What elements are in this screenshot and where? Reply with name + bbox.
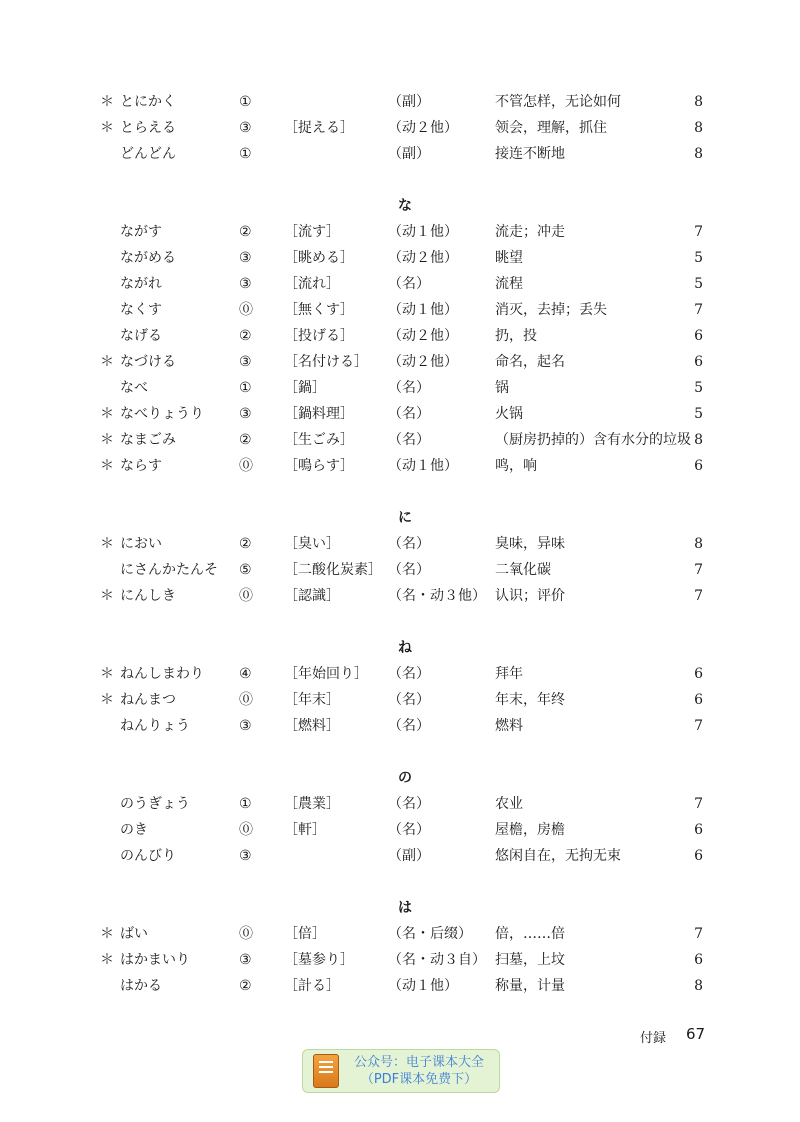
entry-lesson: 6: [694, 848, 703, 864]
entry-lesson: 8: [694, 94, 703, 110]
vocab-entry: [0, 921, 800, 947]
new-word-mark: ＊: [100, 588, 114, 604]
entry-kana: ながれ: [120, 276, 162, 292]
entry-lesson: 7: [694, 562, 703, 578]
entry-kanji: ［投げる］: [284, 328, 354, 344]
entry-part-of-speech: （名・后缀）: [388, 926, 472, 942]
entry-kanji: ［鍋料理］: [284, 406, 354, 422]
vocab-entry: [0, 817, 800, 843]
entry-meaning: 扔，投: [495, 328, 537, 344]
section-gap: [0, 479, 800, 505]
entry-part-of-speech: （名）: [388, 718, 430, 734]
entry-lesson: 6: [694, 692, 703, 708]
entry-kana: にんしき: [120, 588, 176, 604]
entry-accent: ③: [239, 718, 252, 734]
entry-accent: ②: [239, 536, 252, 552]
vocab-entry: [0, 947, 800, 973]
entry-kanji: ［年末］: [284, 692, 340, 708]
entry-accent: ②: [239, 978, 252, 994]
entry-kanji: ［流す］: [284, 224, 340, 240]
entry-kana: のうぎょう: [120, 796, 190, 812]
entry-accent: ③: [239, 952, 252, 968]
entry-kana: なづける: [120, 354, 176, 370]
entry-kanji: ［名付ける］: [284, 354, 368, 370]
entry-kana: ながす: [120, 224, 162, 240]
entry-accent: ②: [239, 432, 252, 448]
entry-part-of-speech: （副）: [388, 848, 430, 864]
entry-kanji: ［墓参り］: [284, 952, 354, 968]
entry-kanji: ［計る］: [284, 978, 340, 994]
vocab-entry: [0, 687, 800, 713]
entry-meaning: 流程: [495, 276, 523, 292]
entry-lesson: 6: [694, 952, 703, 968]
section-gap: [0, 739, 800, 765]
vocab-entry: [0, 323, 800, 349]
entry-part-of-speech: （动１他）: [388, 458, 458, 474]
entry-kanji: ［鳴らす］: [284, 458, 354, 474]
entry-lesson: 5: [694, 250, 703, 266]
watermark-banner: [302, 1049, 500, 1093]
entry-part-of-speech: （名・动３自）: [388, 952, 486, 968]
vocabulary-list: [0, 89, 800, 999]
new-word-mark: ＊: [100, 94, 114, 110]
entry-part-of-speech: （名）: [388, 276, 430, 292]
section-heading: ね: [398, 640, 412, 656]
entry-meaning: 消灭，去掉；丢失: [495, 302, 607, 318]
new-word-mark: ＊: [100, 536, 114, 552]
entry-kana: ねんまつ: [120, 692, 176, 708]
entry-kana: なべりょうり: [120, 406, 204, 422]
entry-lesson: 7: [694, 224, 703, 240]
entry-kanji: ［無くす］: [284, 302, 354, 318]
entry-meaning: 二氧化碳: [495, 562, 551, 578]
vocab-entry: [0, 427, 800, 453]
vocab-entry: [0, 297, 800, 323]
entry-part-of-speech: （动２他）: [388, 354, 458, 370]
new-word-mark: ＊: [100, 666, 114, 682]
entry-meaning: 倍，……倍: [495, 926, 565, 942]
watermark-line-2: （PDF课本免费下）: [360, 1072, 478, 1087]
entry-kana: とにかく: [120, 94, 176, 110]
entry-accent: ⓪: [239, 926, 253, 942]
entry-kanji: ［認識］: [284, 588, 340, 604]
entry-kana: ねんしまわり: [120, 666, 204, 682]
entry-part-of-speech: （名）: [388, 432, 430, 448]
vocab-entry: [0, 531, 800, 557]
entry-meaning: 农业: [495, 796, 523, 812]
entry-kanji: ［軒］: [284, 822, 326, 838]
entry-lesson: 8: [694, 120, 703, 136]
entry-meaning: 接连不断地: [495, 146, 565, 162]
entry-accent: ⑤: [239, 562, 252, 578]
entry-meaning: 称量，计量: [495, 978, 565, 994]
entry-accent: ②: [239, 328, 252, 344]
section-gap: [0, 609, 800, 635]
entry-accent: ③: [239, 848, 252, 864]
entry-part-of-speech: （副）: [388, 94, 430, 110]
entry-accent: ②: [239, 224, 252, 240]
entry-kana: なくす: [120, 302, 162, 318]
vocab-entry: [0, 661, 800, 687]
entry-lesson: 7: [694, 588, 703, 604]
entry-meaning: 不管怎样，无论如何: [495, 94, 621, 110]
vocab-entry: [0, 115, 800, 141]
entry-lesson: 6: [694, 458, 703, 474]
entry-part-of-speech: （动１他）: [388, 978, 458, 994]
vocab-entry: [0, 89, 800, 115]
entry-lesson: 6: [694, 666, 703, 682]
entry-part-of-speech: （名）: [388, 796, 430, 812]
entry-meaning: 屋檐，房檐: [495, 822, 565, 838]
entry-part-of-speech: （名）: [388, 536, 430, 552]
new-word-mark: ＊: [100, 926, 114, 942]
entry-meaning: 火锅: [495, 406, 523, 422]
vocab-entry: [0, 271, 800, 297]
section-heading: な: [398, 198, 412, 214]
new-word-mark: ＊: [100, 432, 114, 448]
entry-part-of-speech: （名）: [388, 562, 430, 578]
entry-kanji: ［燃料］: [284, 718, 340, 734]
entry-lesson: 7: [694, 796, 703, 812]
vocab-entry: [0, 141, 800, 167]
vocab-entry: [0, 375, 800, 401]
entry-kana: にさんかたんそ: [120, 562, 218, 578]
entry-lesson: 6: [694, 822, 703, 838]
section-heading: は: [398, 900, 412, 916]
entry-lesson: 7: [694, 718, 703, 734]
entry-kana: ながめる: [120, 250, 176, 266]
entry-meaning: 年末，年终: [495, 692, 565, 708]
entry-lesson: 8: [694, 536, 703, 552]
vocab-entry: [0, 791, 800, 817]
entry-part-of-speech: （动２他）: [388, 328, 458, 344]
vocab-entry: [0, 713, 800, 739]
entry-part-of-speech: （动１他）: [388, 302, 458, 318]
entry-kanji: ［生ごみ］: [284, 432, 354, 448]
entry-meaning: 眺望: [495, 250, 523, 266]
entry-accent: ③: [239, 250, 252, 266]
entry-lesson: 7: [694, 302, 703, 318]
watermark-line-1: 公众号：电子课本大全: [353, 1055, 484, 1070]
entry-kanji: ［臭い］: [284, 536, 340, 552]
entry-meaning: 领会，理解，抓住: [495, 120, 607, 136]
new-word-mark: ＊: [100, 354, 114, 370]
section-heading: の: [398, 770, 412, 786]
entry-meaning: （厨房扔掉的）含有水分的垃圾: [495, 432, 691, 448]
entry-accent: ⓪: [239, 822, 253, 838]
vocab-entry: [0, 349, 800, 375]
vocab-entry: [0, 401, 800, 427]
entry-accent: ①: [239, 146, 252, 162]
page-number: 67: [686, 1025, 706, 1043]
entry-kanji: ［農業］: [284, 796, 340, 812]
entry-kanji: ［年始回り］: [284, 666, 368, 682]
entry-meaning: 扫墓，上坟: [495, 952, 565, 968]
entry-meaning: 悠闲自在，无拘无束: [495, 848, 621, 864]
entry-kana: はかまいり: [120, 952, 190, 968]
entry-kana: ならす: [120, 458, 162, 474]
entry-accent: ①: [239, 796, 252, 812]
entry-part-of-speech: （名）: [388, 692, 430, 708]
entry-accent: ③: [239, 120, 252, 136]
book-logo-icon: [313, 1054, 339, 1088]
entry-kanji: ［二酸化炭素］: [284, 562, 382, 578]
entry-part-of-speech: （动２他）: [388, 120, 458, 136]
vocab-entry: [0, 219, 800, 245]
entry-kana: なまごみ: [120, 432, 176, 448]
entry-lesson: 6: [694, 328, 703, 344]
entry-kana: におい: [120, 536, 162, 552]
entry-accent: ③: [239, 354, 252, 370]
entry-part-of-speech: （名）: [388, 822, 430, 838]
entry-kana: はかる: [120, 978, 162, 994]
entry-lesson: 8: [694, 432, 703, 448]
entry-meaning: 锅: [495, 380, 509, 396]
entry-accent: ③: [239, 406, 252, 422]
vocab-entry: [0, 583, 800, 609]
vocab-entry: [0, 453, 800, 479]
entry-kana: なべ: [120, 380, 148, 396]
entry-kana: どんどん: [120, 146, 176, 162]
entry-part-of-speech: （名）: [388, 666, 430, 682]
entry-kanji: ［鍋］: [284, 380, 326, 396]
entry-accent: ①: [239, 94, 252, 110]
entry-kana: とらえる: [120, 120, 176, 136]
section-heading: に: [398, 510, 412, 526]
vocab-entry: [0, 843, 800, 869]
entry-accent: ①: [239, 380, 252, 396]
new-word-mark: ＊: [100, 458, 114, 474]
entry-kanji: ［捉える］: [284, 120, 354, 136]
entry-kana: ねんりょう: [120, 718, 190, 734]
entry-accent: ⓪: [239, 458, 253, 474]
entry-lesson: 8: [694, 146, 703, 162]
entry-kana: のき: [120, 822, 148, 838]
section-gap: [0, 869, 800, 895]
appendix-label: 付録: [640, 1031, 667, 1046]
vocab-entry: [0, 973, 800, 999]
entry-part-of-speech: （名）: [388, 380, 430, 396]
entry-meaning: 鸣，响: [495, 458, 537, 474]
entry-part-of-speech: （名）: [388, 406, 430, 422]
entry-lesson: 5: [694, 380, 703, 396]
entry-meaning: 臭味，异味: [495, 536, 565, 552]
entry-meaning: 拜年: [495, 666, 523, 682]
new-word-mark: ＊: [100, 406, 114, 422]
entry-part-of-speech: （动２他）: [388, 250, 458, 266]
entry-accent: ④: [239, 666, 252, 682]
entry-kanji: ［眺める］: [284, 250, 354, 266]
new-word-mark: ＊: [100, 120, 114, 136]
new-word-mark: ＊: [100, 692, 114, 708]
section-gap: [0, 167, 800, 193]
vocab-entry: [0, 245, 800, 271]
entry-part-of-speech: （动１他）: [388, 224, 458, 240]
vocab-entry: [0, 557, 800, 583]
entry-lesson: 6: [694, 354, 703, 370]
new-word-mark: ＊: [100, 952, 114, 968]
entry-lesson: 5: [694, 276, 703, 292]
entry-lesson: 8: [694, 978, 703, 994]
entry-accent: ③: [239, 276, 252, 292]
entry-kanji: ［流れ］: [284, 276, 340, 292]
entry-meaning: 燃料: [495, 718, 523, 734]
entry-meaning: 命名，起名: [495, 354, 565, 370]
entry-part-of-speech: （副）: [388, 146, 430, 162]
entry-lesson: 5: [694, 406, 703, 422]
entry-kana: なげる: [120, 328, 162, 344]
entry-accent: ⓪: [239, 302, 253, 318]
entry-kana: のんびり: [120, 848, 176, 864]
entry-accent: ⓪: [239, 588, 253, 604]
entry-lesson: 7: [694, 926, 703, 942]
entry-kana: ばい: [120, 926, 148, 942]
entry-accent: ⓪: [239, 692, 253, 708]
entry-part-of-speech: （名・动３他）: [388, 588, 486, 604]
entry-meaning: 认识；评价: [495, 588, 565, 604]
entry-kanji: ［倍］: [284, 926, 326, 942]
entry-meaning: 流走；冲走: [495, 224, 565, 240]
watermark-text: [339, 1054, 499, 1088]
